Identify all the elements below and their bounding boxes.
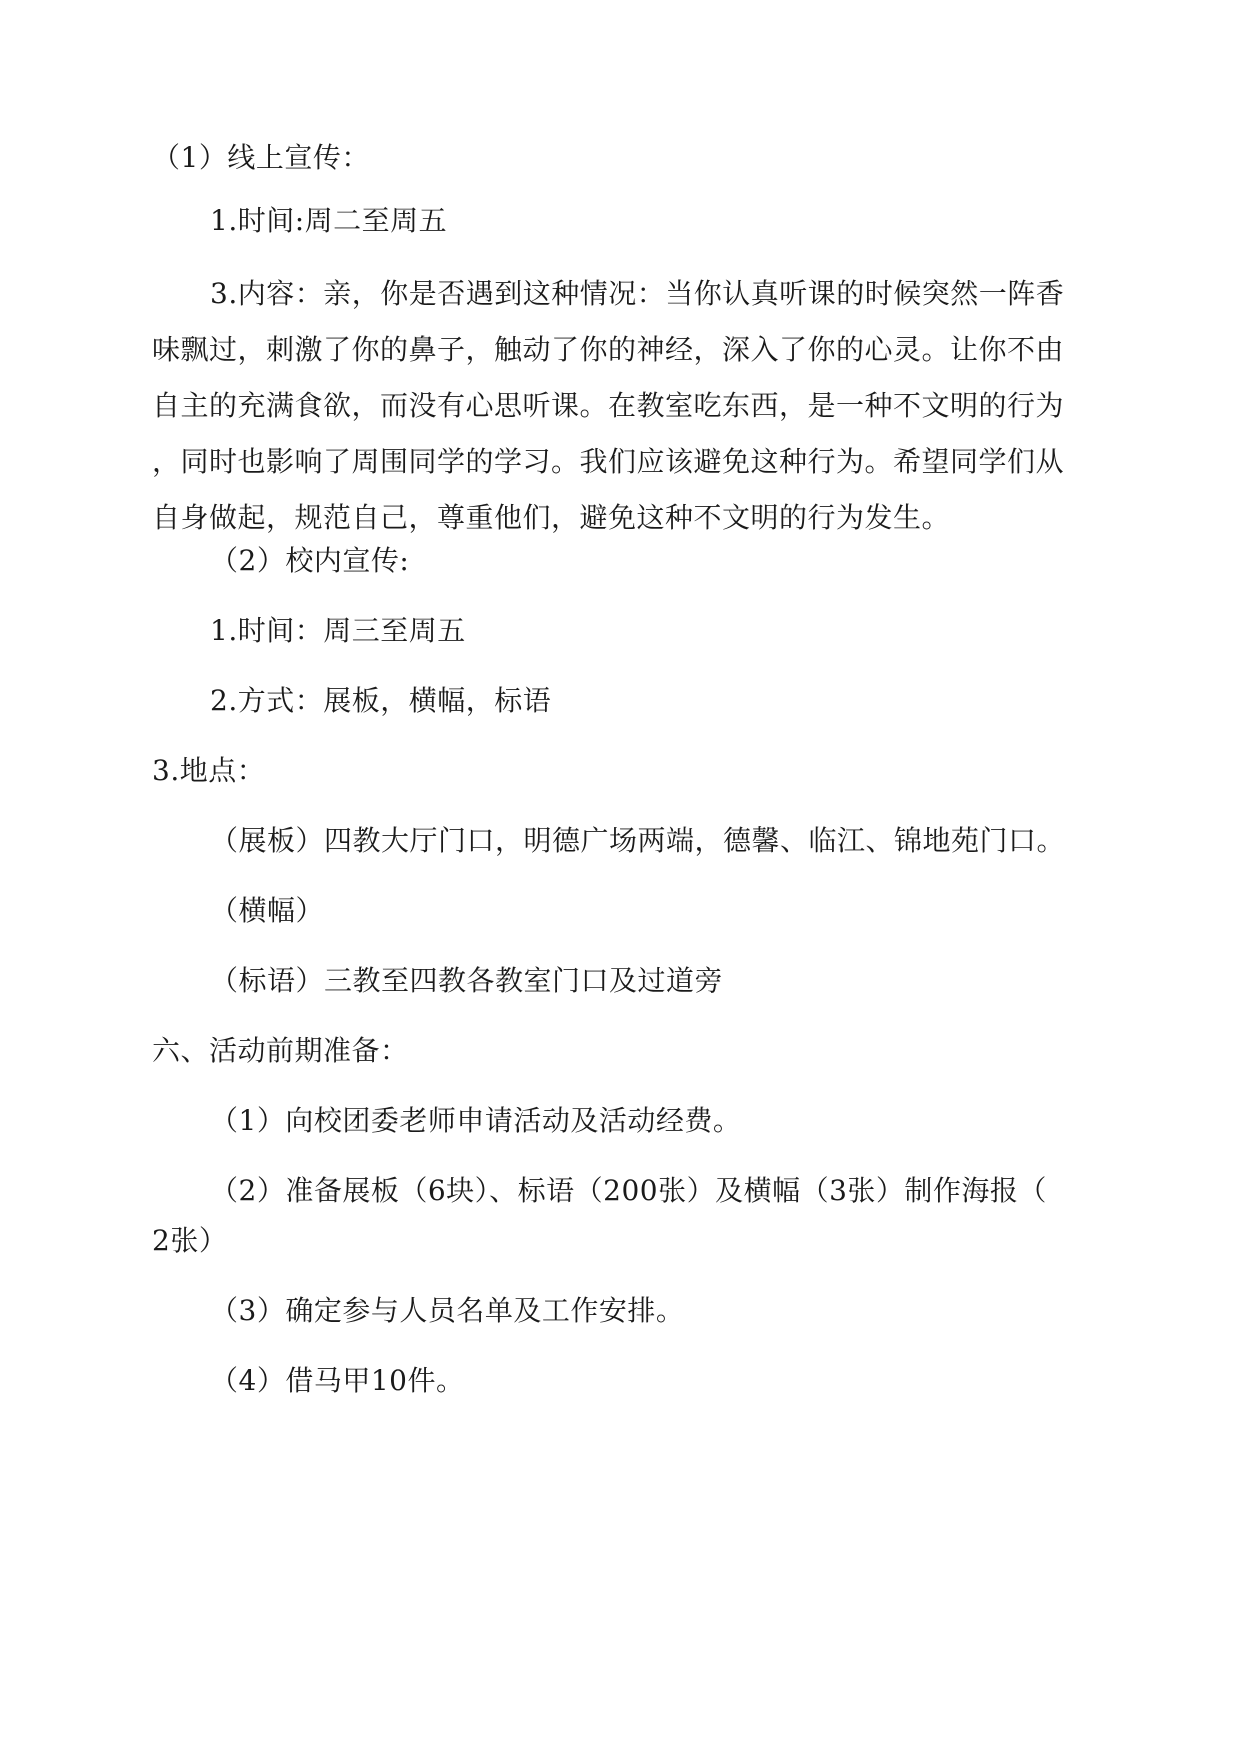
online-promotion-heading: （1）线上宣传：	[152, 141, 370, 174]
content-line-2: 味飘过，刺激了你的鼻子，触动了你的神经，深入了你的心灵。让你不由	[152, 333, 1065, 366]
online-promotion-time: 1.时间:周二至周五	[210, 204, 448, 237]
campus-promotion-time: 1.时间：周三至周五	[210, 614, 466, 647]
online-promotion-content	[152, 266, 1092, 546]
campus-promotion-method: 2.方式：展板，横幅，标语	[210, 684, 552, 717]
location-slogan: （标语）三教至四教各教室门口及过道旁	[210, 964, 724, 997]
preparation-heading: 六、活动前期准备：	[152, 1034, 409, 1067]
preparation-item-4: （4）借马甲10件。	[210, 1364, 465, 1397]
content-line-1: 3.内容：亲，你是否遇到这种情况：当你认真听课的时候突然一阵香	[210, 277, 1065, 310]
content-line-5: 自身做起，规范自己，尊重他们，避免这种不文明的行为发生。	[152, 501, 951, 534]
location-banner: （横幅）	[210, 894, 325, 927]
content-line-4: ，同时也影响了周围同学的学习。我们应该避免这种行为。希望同学们从	[152, 445, 1065, 478]
preparation-item-3: （3）确定参与人员名单及工作安排。	[210, 1294, 685, 1327]
campus-promotion-location: 3.地点：	[152, 754, 266, 787]
location-board: （展板）四教大厅门口，明德广场两端，德馨、临江、锦地苑门口。	[210, 824, 1066, 857]
campus-promotion-heading: （2）校内宣传:	[210, 544, 410, 577]
preparation-item-2-cont: 2张）	[152, 1224, 228, 1257]
preparation-item-1: （1）向校团委老师申请活动及活动经费。	[210, 1104, 742, 1137]
content-line-3: 自主的充满食欲，而没有心思听课。在教室吃东西，是一种不文明的行为	[152, 389, 1065, 422]
preparation-item-2: （2）准备展板（6块）、标语（200张）及横幅（3张）制作海报（	[210, 1174, 1047, 1207]
